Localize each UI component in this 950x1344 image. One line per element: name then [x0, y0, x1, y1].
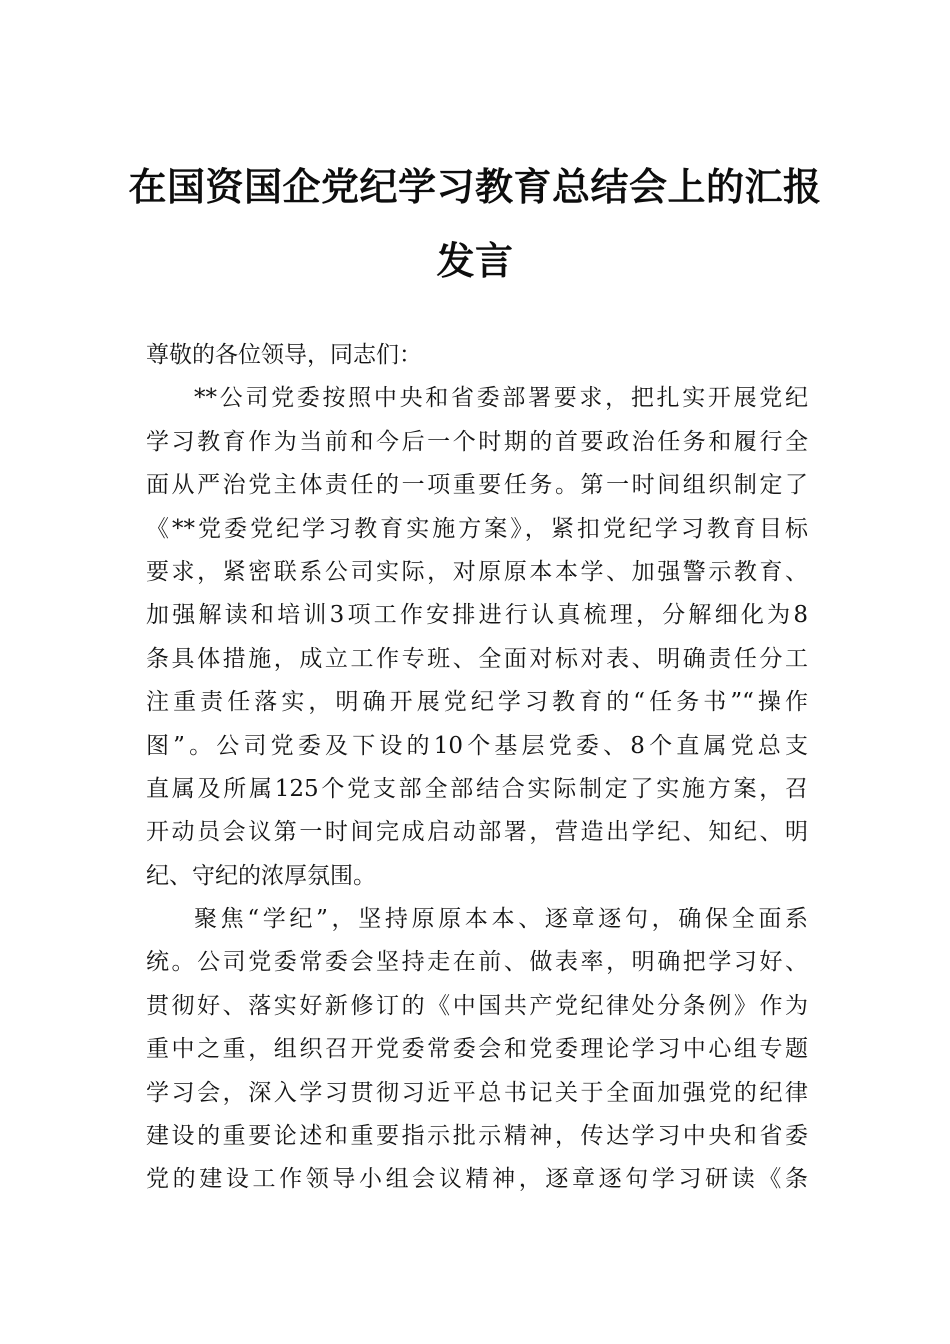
paragraph-1-line: 纪、守纪的浓厚氛围。: [146, 862, 376, 889]
paragraph-1-line: 加强解读和培训3项工作安排进行认真梳理，分解细化为8: [146, 602, 808, 629]
paragraph-2-line: 党的建设工作领导小组会议精神，逐章逐句学习研读《条: [146, 1166, 808, 1193]
paragraph-2-line: 统。公司党委常委会坚持走在前、做表率，明确把学习好、: [146, 949, 808, 976]
paragraph-1-line: 《**党委党纪学习教育实施方案》，紧扣党纪学习教育目标: [146, 515, 808, 542]
title-line-1: 在国资国企党纪学习教育总结会上的汇报: [128, 164, 822, 209]
paragraph-1-line: 注重责任落实，明确开展党纪学习教育的“任务书”“操作: [146, 689, 808, 716]
paragraph-2-line: 重中之重，组织召开党委常委会和党委理论学习中心组专题: [146, 1036, 808, 1063]
paragraph-1-line: 学习教育作为当前和今后一个时期的首要政治任务和履行全: [146, 428, 808, 455]
paragraph-1-line: 条具体措施，成立工作专班、全面对标对表、明确责任分工: [146, 645, 808, 672]
paragraph-1-line: 要求，紧密联系公司实际，对原原本本学、加强警示教育、: [146, 558, 808, 585]
paragraph-2-line: 聚焦“学纪”，坚持原原本本、逐章逐句，确保全面系: [194, 906, 808, 933]
paragraph-1-line: 开动员会议第一时间完成启动部署，营造出学纪、知纪、明: [146, 819, 808, 846]
paragraph-2-line: 学习会，深入学习贯彻习近平总书记关于全面加强党的纪律: [146, 1079, 808, 1106]
salutation: 尊敬的各位领导，同志们：: [146, 342, 422, 368]
paragraph-2-line: 贯彻好、落实好新修订的《中国共产党纪律处分条例》作为: [146, 992, 808, 1019]
paragraph-1-line: 图”。公司党委及下设的10个基层党委、8个直属党总支: [146, 732, 808, 759]
paragraph-2-line: 建设的重要论述和重要指示批示精神，传达学习中央和省委: [146, 1123, 808, 1150]
title-line-2: 发言: [436, 238, 514, 283]
document-body: [146, 334, 808, 1202]
paragraph-1-line: 面从严治党主体责任的一项重要任务。第一时间组织制定了: [146, 472, 808, 499]
paragraph-1-line: **公司党委按照中央和省委部署要求，把扎实开展党纪: [194, 385, 808, 412]
document-title: [120, 150, 830, 298]
paragraph-1-line: 直属及所属125个党支部全部结合实际制定了实施方案，召: [146, 775, 808, 802]
